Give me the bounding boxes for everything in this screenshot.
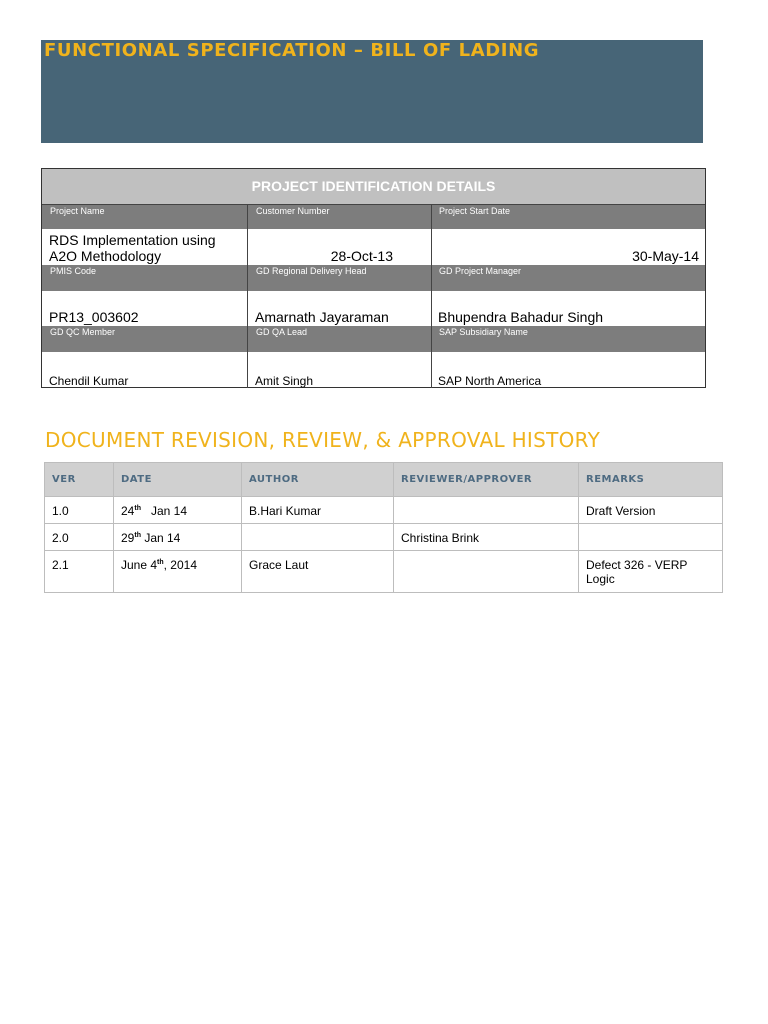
project-identification-table [41, 168, 706, 388]
label-row-2 [42, 265, 705, 291]
date-day: 24 [121, 504, 135, 518]
column-header-ver: VER [45, 463, 114, 497]
remarks-line-1: Defect 326 - VERP [586, 558, 688, 572]
customer-number-value: 28-Oct-13 [330, 248, 393, 264]
remarks-cell: Draft Version [579, 497, 723, 524]
remarks-cell [579, 524, 723, 551]
author-cell: Grace Laut [242, 551, 394, 593]
author-cell [242, 524, 394, 551]
gd-qa-lead-label: GD QA Lead [256, 327, 308, 337]
gd-qc-member-label: GD QC Member [50, 327, 116, 337]
date-rest: Jan 14 [144, 531, 181, 545]
gd-regional-delivery-head-value: Amarnath Jayaraman [255, 309, 389, 325]
gd-project-manager-label: GD Project Manager [439, 266, 522, 276]
project-identification-heading: PROJECT IDENTIFICATION DETAILS [251, 178, 496, 194]
gd-qa-lead-value: Amit Singh [255, 374, 314, 388]
date-rest: , 2014 [163, 558, 198, 572]
column-header-author: AUTHOR [242, 463, 394, 497]
reviewer-cell [394, 497, 579, 524]
project-start-date-label: Project Start Date [439, 206, 511, 216]
project-name-line-1: RDS Implementation using [49, 232, 216, 248]
date-rest: Jan 14 [150, 504, 188, 518]
date-cell [114, 497, 242, 524]
title-banner [41, 40, 703, 143]
ver-cell: 2.1 [45, 551, 114, 593]
table-row [45, 524, 723, 551]
column-header-date: DATE [114, 463, 242, 497]
project-name-line-2: A2O Methodology [49, 248, 162, 264]
date-cell [114, 524, 242, 551]
reviewer-cell [394, 551, 579, 593]
column-divider-1 [247, 205, 248, 388]
ver-cell: 1.0 [45, 497, 114, 524]
project-start-date-value: 30-May-14 [632, 248, 699, 264]
sap-subsidiary-name-label: SAP Subsidiary Name [439, 327, 528, 337]
column-header-remarks: REMARKS [579, 463, 723, 497]
ver-cell: 2.0 [45, 524, 114, 551]
sap-subsidiary-name-value: SAP North America [438, 374, 542, 388]
project-identification-header [42, 169, 705, 205]
label-row-3 [42, 326, 705, 352]
remarks-cell [579, 551, 723, 593]
date-ordinal: th [134, 532, 141, 539]
remarks-line-2: Logic [586, 572, 615, 586]
date-cell [114, 551, 242, 593]
column-header-reviewer-approver: REVIEWER/APPROVER [394, 463, 579, 497]
pmis-code-label: PMIS Code [50, 266, 97, 276]
pmis-code-value: PR13_003602 [49, 309, 139, 325]
revision-header-row [45, 463, 723, 497]
table-row [45, 497, 723, 524]
gd-project-manager-value: Bhupendra Bahadur Singh [438, 309, 604, 325]
author-cell: B.Hari Kumar [242, 497, 394, 524]
customer-number-label: Customer Number [256, 206, 330, 216]
gd-regional-delivery-head-label: GD Regional Delivery Head [256, 266, 367, 276]
project-name-label: Project Name [50, 206, 105, 216]
date-day: June 4 [121, 558, 158, 572]
document-title: FUNCTIONAL SPECIFICATION – BILL OF LADING [44, 40, 540, 61]
reviewer-cell: Christina Brink [394, 524, 579, 551]
revision-history-table [44, 462, 723, 593]
label-row-1 [42, 205, 705, 229]
date-ordinal: th [157, 559, 164, 566]
revision-history-heading: DOCUMENT REVISION, REVIEW, & APPROVAL HISTORY [45, 428, 601, 452]
date-ordinal: th [134, 505, 141, 512]
column-divider-2 [431, 205, 432, 388]
date-day: 29 [121, 531, 135, 545]
gd-qc-member-value: Chendil Kumar [49, 374, 129, 388]
table-row [45, 551, 723, 593]
